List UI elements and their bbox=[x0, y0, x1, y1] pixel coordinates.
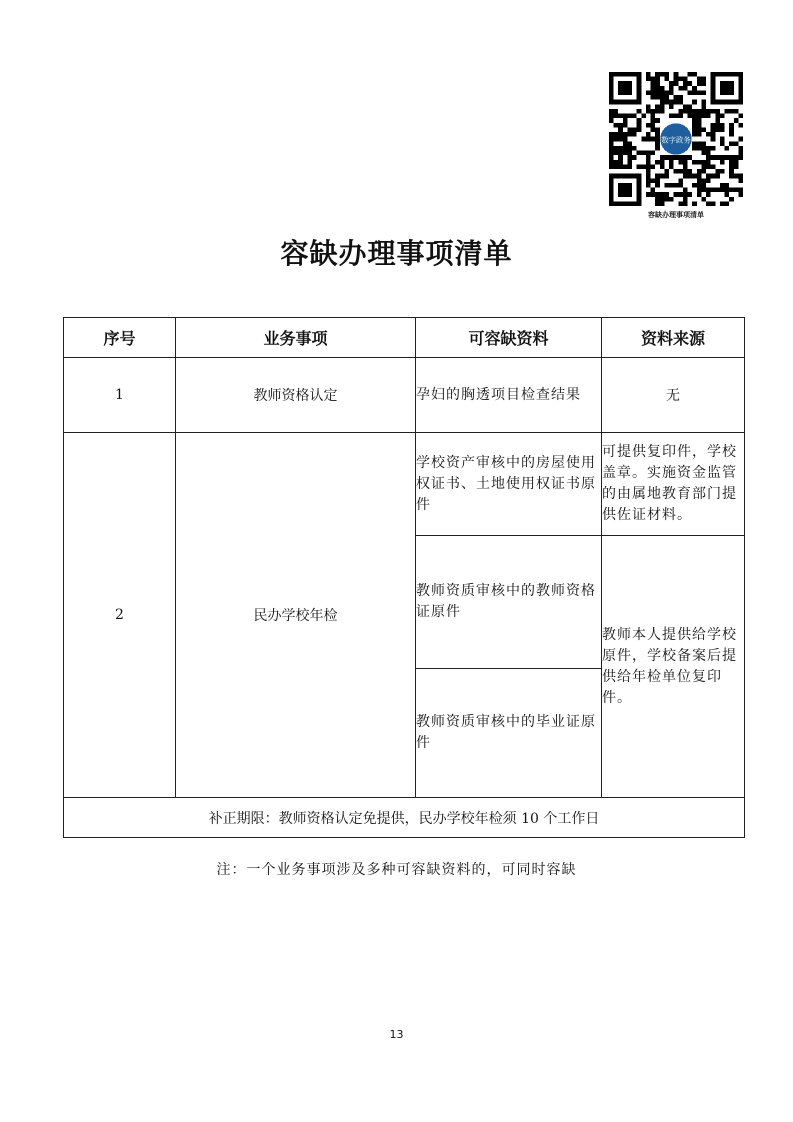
table-row bbox=[64, 358, 745, 433]
row1-no: 1 bbox=[64, 358, 176, 433]
row2-source-1: 可提供复印件，学校盖章。实施资金监管的由属地教育部门提供佐证材料。 bbox=[602, 433, 745, 536]
items-table bbox=[63, 317, 745, 838]
header-source: 资料来源 bbox=[602, 318, 745, 358]
table-header-row bbox=[64, 318, 745, 358]
row1-source: 无 bbox=[602, 358, 745, 433]
svg-text:数字政务: 数字政务 bbox=[661, 135, 691, 145]
correction-deadline: 补正期限：教师资格认定免提供，民办学校年检须 10 个工作日 bbox=[64, 798, 745, 838]
row1-item: 教师资格认定 bbox=[176, 358, 416, 433]
footnote: 注：一个业务事项涉及多种可容缺资料的，可同时容缺 bbox=[216, 862, 577, 878]
qr-code-block bbox=[609, 72, 743, 220]
table-row bbox=[64, 433, 745, 536]
row2-source-2: 教师本人提供给学校原件，学校备案后提供给年检单位复印件。 bbox=[602, 536, 745, 798]
table-footer-row bbox=[64, 798, 745, 838]
header-item: 业务事项 bbox=[176, 318, 416, 358]
row2-no: 2 bbox=[64, 433, 176, 798]
header-no: 序号 bbox=[64, 318, 176, 358]
page-title: 容缺办理事项清单 bbox=[280, 237, 513, 270]
qr-caption: 容缺办理事项清单 bbox=[648, 211, 704, 219]
row1-material: 孕妇的胸透项目检查结果 bbox=[416, 358, 602, 433]
row2-item: 民办学校年检 bbox=[176, 433, 416, 798]
row2-material-1: 学校资产审核中的房屋使用权证书、土地使用权证书原件 bbox=[416, 433, 602, 536]
header-materials: 可容缺资料 bbox=[416, 318, 602, 358]
row2-material-3: 教师资质审核中的毕业证原件 bbox=[416, 669, 602, 798]
row2-material-2: 教师资质审核中的教师资格证原件 bbox=[416, 536, 602, 669]
page-number: 13 bbox=[389, 1028, 404, 1041]
qr-code-image bbox=[609, 72, 743, 206]
